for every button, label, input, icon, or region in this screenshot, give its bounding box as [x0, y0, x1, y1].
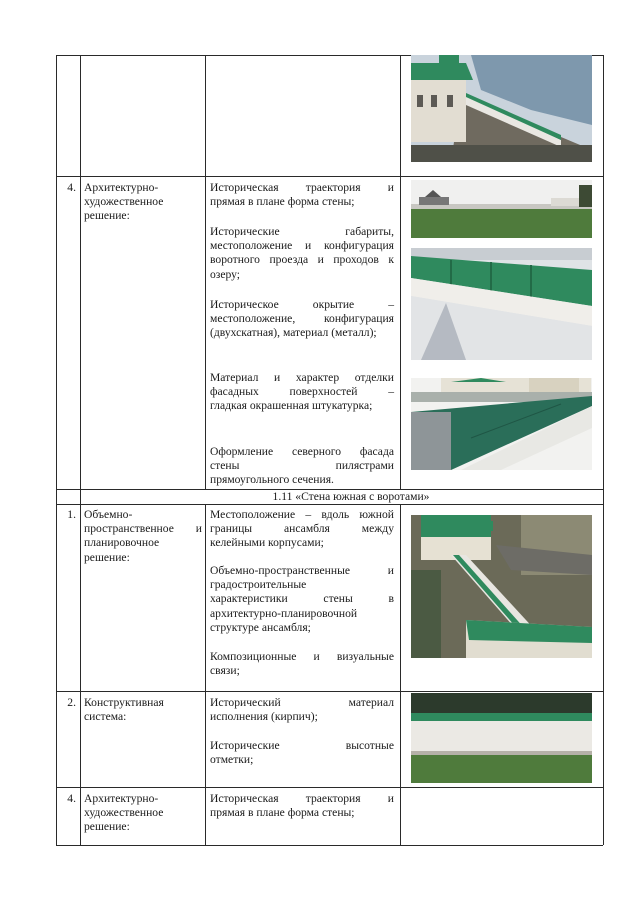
feature-item: Историческое окрытие – местоположение, конфигурация (двухскатная), материал (металл); [210, 298, 394, 340]
row-number: 1. [67, 508, 76, 521]
photo-aerial-ensemble [411, 515, 592, 658]
row-number: 4. [67, 792, 76, 805]
table-border-bottom [56, 845, 603, 846]
feature-item: Материал и характер отделки фасадных поверхностей – гладкая окрашенная штукатурка; [210, 371, 394, 413]
col-divider-3 [400, 55, 401, 490]
col-divider-1 [80, 55, 81, 845]
feature-item: Композиционные и визуальные связи; [210, 650, 394, 678]
photo-roof-long [411, 378, 592, 470]
feature-item: Оформление северного фасада стены пилястрами прямоугольного сечения. [210, 445, 394, 487]
row-divider-1 [56, 176, 603, 177]
feature-item: Объемно-пространственные и градостроительные характеристики стены в архитектурно-планировочной структуре ансамбля; [210, 564, 394, 634]
row-category: Конструктивная система: [84, 696, 164, 724]
section-title: 1.11 «Стена южная с воротами» [272, 490, 430, 503]
feature-item: Историческая траектория и прямая в плане форма стены; [210, 792, 394, 820]
row-category: Архитектурно- художественное решение: [84, 792, 164, 834]
feature-item: Историческая траектория и прямая в плане форма стены; [210, 181, 394, 209]
row-category: Объемно- пространственное и планировочное решение: [84, 508, 202, 564]
photo-brick-wall [411, 693, 592, 783]
row-divider-5 [56, 787, 603, 788]
feature-item: Исторический материал исполнения (кирпич); [210, 696, 394, 724]
row-number: 2. [67, 696, 76, 709]
col-divider-3b [400, 504, 401, 845]
feature-item: Исторические высотные отметки; [210, 739, 394, 767]
photo-lawn-wall [411, 180, 592, 238]
col-divider-2 [205, 55, 206, 490]
table-border-right [603, 55, 604, 845]
photo-wall-lake-view [411, 55, 592, 162]
row-category: Архитектурно- художественное решение: [84, 181, 164, 223]
photo-roof-green [411, 248, 592, 360]
row-divider-4 [56, 691, 603, 692]
col-divider-2b [205, 504, 206, 845]
feature-item: Местоположение – вдоль южной границы ансамбля между келейными корпусами; [210, 508, 394, 550]
table-border-left [56, 55, 57, 845]
feature-item: Исторические габариты, местоположение и конфигурация воротного проезда и проходов к озеру; [210, 225, 394, 281]
row-number: 4. [67, 181, 76, 194]
row-divider-3 [56, 504, 603, 505]
